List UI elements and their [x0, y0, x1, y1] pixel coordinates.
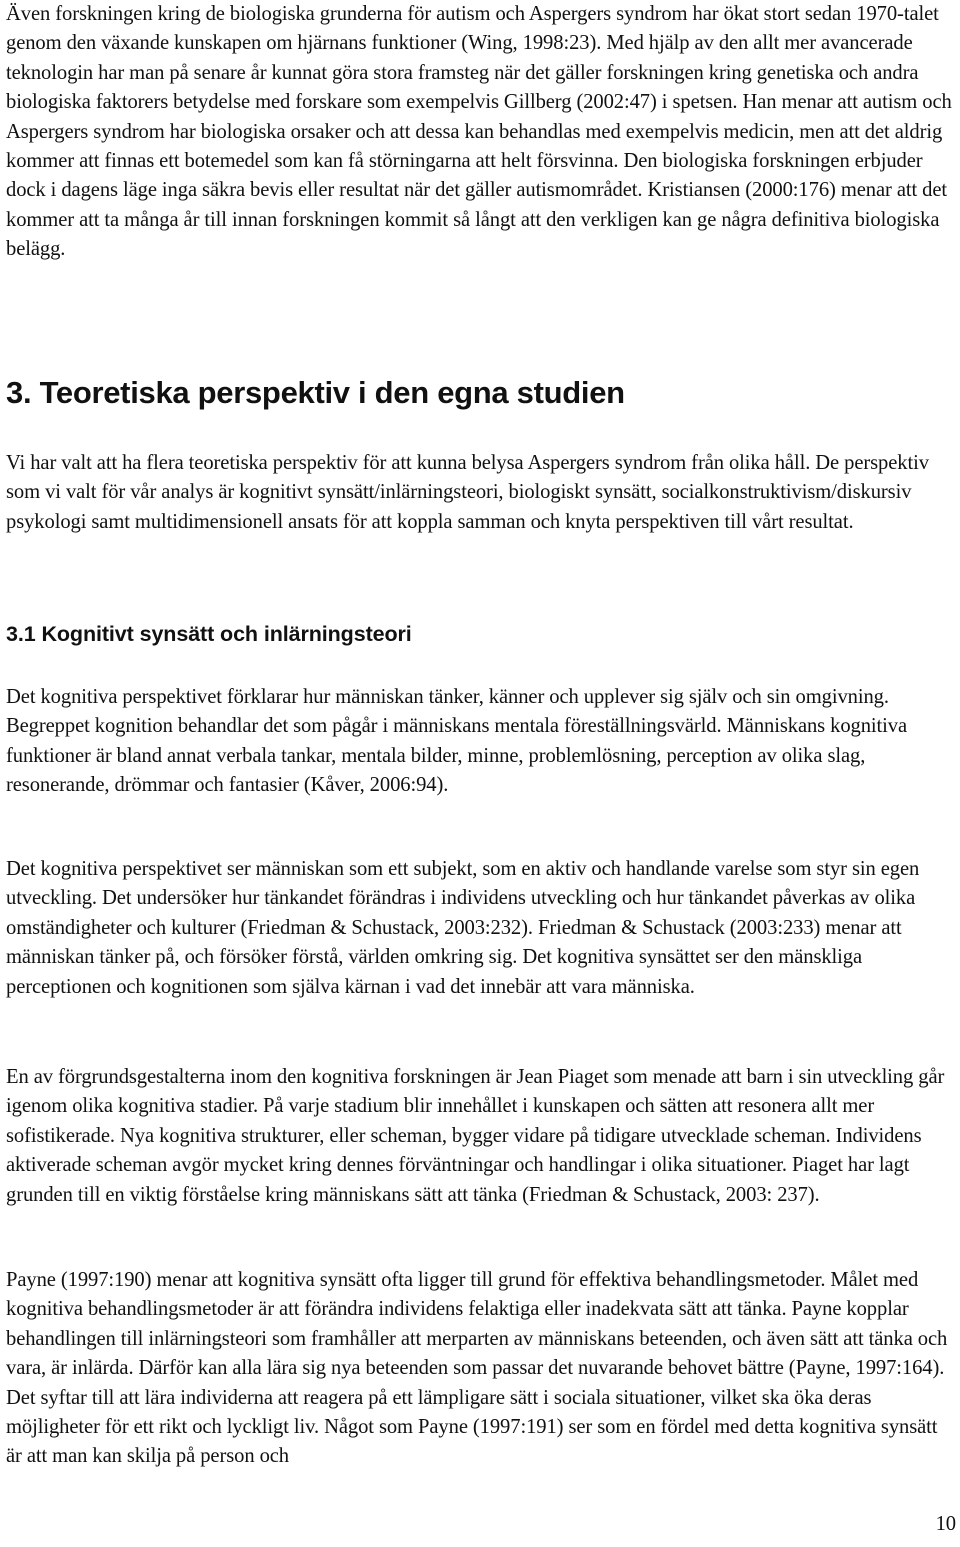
section-heading: 3. Teoretiska perspektiv i den egna studien	[6, 375, 625, 410]
body-paragraph: Det kognitiva perspektivet ser människan som ett subjekt, som en aktiv och handlande varelse som styr sin egen utveckling. Det undersöker hur tänkandet förändras i individens utveckling och hur tänkandet påverkas av olika omständigheter och kulturer (Friedman & Schustack, 2003:232). Friedman & Schustack (2003:233) menar att människan tänker på, och försöker förstå, världen omkring sig. Det kognitiva synsättet ser den mänskliga perceptionen och kognitionen som själva kärnan i vad det innebär att vara människa.	[6, 858, 920, 998]
subsection-heading: 3.1 Kognitivt synsätt och inlärningsteori	[6, 622, 412, 646]
body-paragraph: Payne (1997:190) menar att kognitiva synsätt ofta ligger till grund för effektiva behandlingsmetoder. Målet med kognitiva behandlingsmetoder är att förändra individens felaktiga eller inadekvata sätt att tänka. Payne kopplar behandlingen till inlärningsteori som framhåller att merparten av människans beteenden, och även sätt att tänka och vara, är inlärda. Därför kan alla lära sig nya beteenden som passar det nuvarande behovet bättre (Payne, 1997:164). Det syftar till att lära individerna att reagera på ett lämpligare sätt i sociala situationer, vilket ska öka deras möjligheter för ett rikt och lyckligt liv. Något som Payne (1997:191) ser som en fördel med detta kognitiva synsätt är att man kan skilja på person och	[6, 1269, 948, 1468]
intro-paragraph: Även forskningen kring de biologiska grunderna för autism och Aspergers syndrom har ökat stort sedan 1970-talet genom den växande kunskapen om hjärnans funktioner (Wing, 1998:23). Med hjälp av den allt mer avancerade teknologin har man på senare år kunnat göra stora framsteg när det gäller forskningen kring genetiska och andra biologiska faktorers betydelse med forskare som exempelvis Gillberg (2002:47) i spetsen. Han menar att autism och Aspergers syndrom har biologiska orsaker och att dessa kan behandlas med exempelvis medicin, men att det aldrig kommer att finnas ett botemedel som kan få störningarna att helt försvinna. Den biologiska forskningen erbjuder dock i dagens läge inga säkra bevis eller resultat när det gäller autismområdet. Kristiansen (2000:176) menar att det kommer att ta många år till innan forskningen kommit så långt att den verkligen kan ge några definitiva biologiska belägg.	[6, 3, 952, 261]
page-number: 10	[935, 1513, 956, 1535]
body-paragraph: En av förgrundsgestalterna inom den kognitiva forskningen är Jean Piaget som menade att barn i sin utveckling går igenom olika kognitiva stadier. På varje stadium blir innehållet i kunskapen och sätten att resonera allt mer sofistikerade. Nya kognitiva strukturer, eller scheman, bygger vidare på tidigare utvecklade scheman. Individens aktiverade scheman avgör mycket kring dennes förväntningar och handlingar i olika situationer. Piaget har lagt grunden till en viktig förståelse kring människans sätt att tänka (Friedman & Schustack, 2003: 237).	[6, 1066, 945, 1206]
section-paragraph: Vi har valt att ha flera teoretiska perspektiv för att kunna belysa Aspergers syndrom från olika håll. De perspektiv som vi valt för vår analys är kognitivt synsätt/inlärningsteori, biologiskt synsätt, socialkonstruktivism/diskursiv psykologi samt multidimensionell ansats för att koppla samman och knyta perspektiven till vårt resultat.	[6, 452, 929, 533]
body-paragraph: Det kognitiva perspektivet förklarar hur människan tänker, känner och upplever sig själv och sin omgivning. Begreppet kognition behandlar det som pågår i människans mentala föreställningsvärld. Människans kognitiva funktioner är bland annat verbala tankar, mentala bilder, minne, problemlösning, perception av olika slag, resonerande, drömmar och fantasier (Kåver, 2006:94).	[6, 686, 908, 797]
